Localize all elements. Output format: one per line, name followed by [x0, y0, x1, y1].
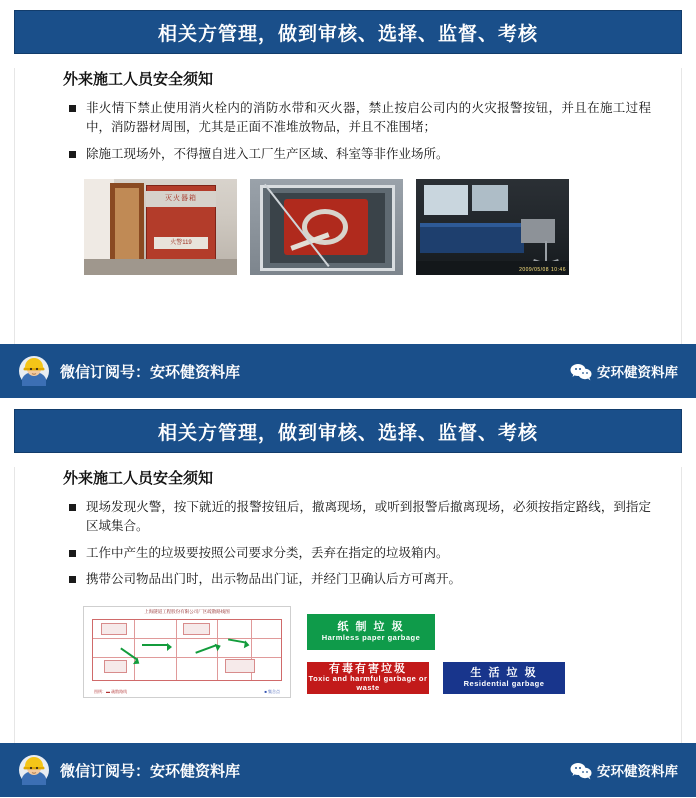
footer-subscribe-label: 微信订阅号：安环健资料库	[60, 762, 241, 780]
waste-sign-row-bottom	[305, 660, 567, 696]
slide-1-bullet-list	[69, 99, 651, 164]
cabinet-sublabel-text: 火警119	[170, 240, 192, 247]
square-bullet-icon	[69, 105, 76, 112]
footer-subscribe-label: 微信订阅号：安环健资料库	[60, 363, 241, 381]
evacuation-route-plan	[83, 606, 291, 698]
bullet-text: 工作中产生的垃圾要按照公司要求分类，丢弃在指定的垃圾箱内。	[86, 545, 449, 560]
slide-2-subheading: 外来施工人员安全须知	[63, 470, 214, 487]
equipment-room-photo	[415, 178, 570, 276]
footer-right-group[interactable]	[570, 760, 678, 780]
photo-window-2	[472, 185, 508, 211]
waste-sign-group	[305, 606, 567, 696]
slide-2-body	[14, 467, 682, 753]
square-bullet-icon	[69, 504, 76, 511]
fire-hose-cabinet-photo	[83, 178, 238, 276]
photo-bench	[420, 227, 524, 253]
slide-2-bullet-list	[69, 498, 651, 590]
list-item	[69, 544, 651, 563]
slide-1-photo-row	[83, 178, 681, 276]
slide-2-footer	[0, 743, 696, 797]
plan-legend-left: 图例：▬ 疏散路线	[94, 688, 128, 694]
waste-sign-row-top	[305, 612, 567, 652]
slide-1	[0, 10, 696, 399]
slide-1-footer	[0, 344, 696, 398]
slide-2-title-bar	[14, 409, 682, 453]
slide-1-body	[14, 68, 682, 354]
square-bullet-icon	[69, 151, 76, 158]
list-item	[69, 145, 651, 164]
wechat-icon	[570, 363, 590, 379]
page-title: 相关方管理，做到审核、选择、监督、考核	[157, 23, 538, 45]
photo-timestamp: 2009/05/08 10:46	[519, 267, 566, 274]
sign-english-label: Harmless paper garbage	[321, 632, 421, 642]
sign-paper-garbage	[305, 612, 437, 652]
sign-chinese-label: 有毒有害垃圾	[329, 662, 407, 675]
sign-chinese-label: 生 活 垃 圾	[470, 666, 538, 679]
footer-brand-label: 安环健资料库	[597, 365, 678, 380]
bullet-text: 非火情下禁止使用消火栓内的消防水带和灭火器，禁止按启公司内的火灾报警按钮，并且在施工过程中，消防器材周围，尤其是正面不准堆放物品，并且不准围堵；	[86, 101, 651, 135]
footer-brand-label: 安环健资料库	[597, 764, 678, 779]
photo-cabinet-sign	[146, 191, 216, 207]
avatar	[18, 754, 50, 786]
square-bullet-icon	[69, 550, 76, 557]
bullet-text: 现场发现火警，按下就近的报警按钮后，撤离现场，或听到报警后撤离现场，必须按指定路线，到指定区域集合。	[86, 500, 651, 534]
photo-floor	[84, 259, 237, 275]
bullet-text: 除施工现场外，不得擅自进入工厂生产区域、科室等非作业场所。	[86, 146, 449, 161]
sign-english-label: Toxic and harmful garbage or waste	[308, 674, 428, 692]
wechat-icon	[570, 762, 590, 778]
sign-toxic-garbage	[305, 660, 431, 696]
sign-residential-garbage	[441, 660, 567, 696]
footer-right-group[interactable]	[570, 361, 678, 381]
sign-english-label: Residential garbage	[463, 678, 545, 688]
slide-1-subheading: 外来施工人员安全须知	[63, 71, 214, 88]
bullet-text: 携带公司物品出门时，出示物品出门证，并经门卫确认后方可离开。	[86, 572, 462, 587]
footer-left-group	[18, 355, 240, 387]
photo-cabinet-sublabel	[154, 237, 208, 249]
list-item	[69, 99, 651, 138]
photo-door	[115, 188, 139, 270]
list-item	[69, 570, 651, 589]
cabinet-sign-text: 灭火器箱	[165, 195, 197, 203]
footer-left-group	[18, 754, 240, 786]
plan-outline	[92, 619, 282, 681]
list-item	[69, 498, 651, 537]
slide-2-figure-row	[83, 606, 681, 698]
slide-1-title-bar	[14, 10, 682, 54]
photo-equipment-box	[521, 219, 555, 243]
slide-2	[0, 409, 696, 798]
plan-legend-right: ■ 集合点	[264, 688, 280, 694]
hose-reel-cabinet-photo	[249, 178, 404, 276]
photo-window	[424, 185, 468, 215]
page-title: 相关方管理，做到审核、选择、监督、考核	[157, 422, 538, 444]
sign-chinese-label: 纸 制 垃 圾	[337, 620, 405, 633]
plan-title: 上海隧道工程股份有限公司厂区疏散路线图	[144, 608, 230, 614]
avatar	[18, 355, 50, 387]
square-bullet-icon	[69, 576, 76, 583]
